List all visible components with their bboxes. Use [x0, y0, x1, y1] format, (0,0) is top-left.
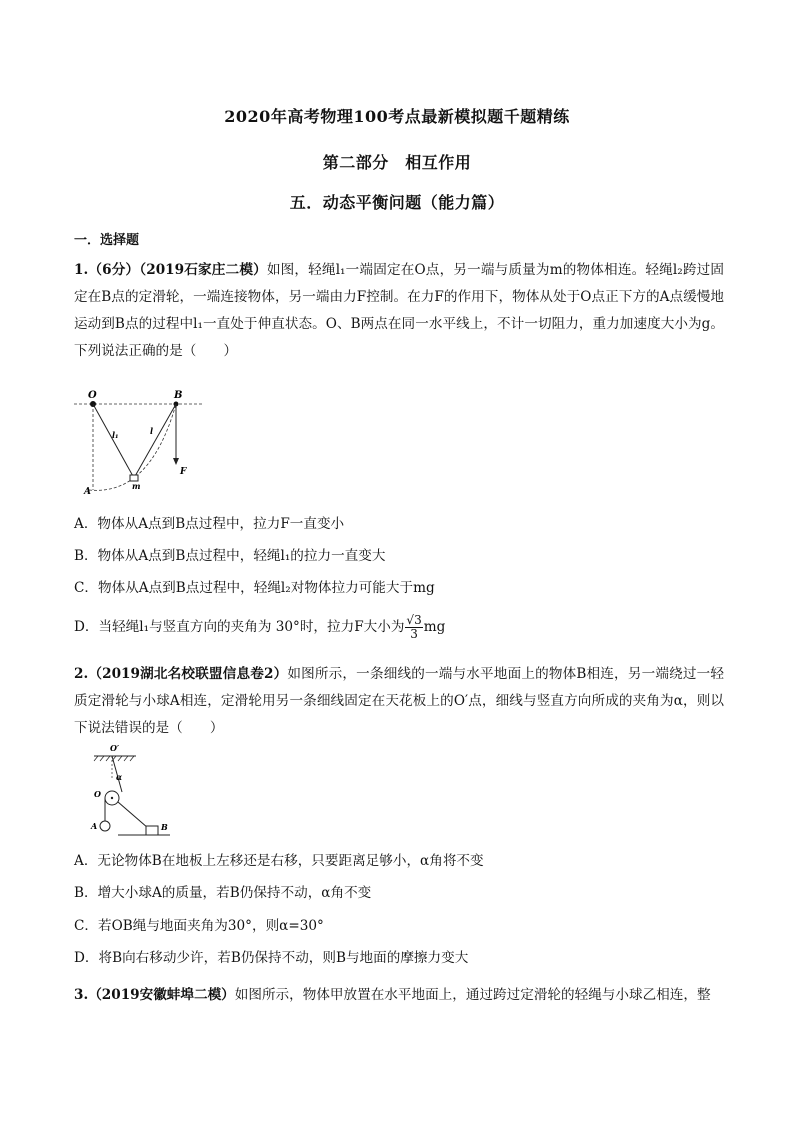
- label-b: B: [174, 390, 183, 401]
- ball-a: [100, 821, 110, 831]
- option-d-unit: mg: [423, 619, 446, 635]
- block-b: [146, 826, 158, 835]
- label-b: B: [161, 822, 168, 832]
- chapter-title: 五．动态平衡问题（能力篇）: [289, 193, 505, 212]
- label-f: F: [180, 467, 187, 477]
- section-heading: 一．选择题: [74, 233, 140, 248]
- question-1-option-d: [74, 614, 445, 641]
- rope-l2: [134, 404, 176, 478]
- document-title: 2020年高考物理100考点最新模拟题千题精练: [224, 107, 570, 126]
- label-o-prime: O′: [110, 743, 120, 753]
- question-1-option-a: A．物体从A点到B点过程中，拉力F一直变小: [74, 516, 345, 532]
- fraction-denominator: 3: [410, 627, 418, 641]
- question-2-option-d: D．将B向右移动少许，若B仍保持不动，则B与地面的摩擦力变大: [74, 950, 469, 966]
- string-to-block: [118, 802, 148, 828]
- label-a: A: [84, 487, 91, 497]
- label-alpha: α: [116, 772, 123, 782]
- label-o: O: [94, 789, 101, 799]
- question-2-option-c: C．若OB绳与地面夹角为30°，则α=30°: [74, 918, 324, 934]
- label-l2: l: [150, 426, 154, 436]
- option-d-text: D．当轻绳l₁与竖直方向的夹角为 30°时，拉力F大小为: [74, 619, 405, 635]
- question-3-stem: 如图所示，物体甲放置在水平地面上，通过跨过定滑轮的轻绳与小球乙相连，整: [234, 987, 711, 1003]
- question-2-option-a: A．无论物体B在地板上左移还是右移，只要距离足够小，α角将不变: [74, 853, 484, 869]
- label-o: O: [88, 390, 97, 401]
- question-1: [74, 257, 724, 365]
- question-2-figure: [90, 742, 190, 842]
- question-3: [74, 982, 724, 1009]
- question-1-stem: 如图，轻绳l₁一端固定在O点，另一端与质量为m的物体相连。轻绳l₂跨过固定在B点的定滑轮，一端连接物体，另一端由力F控制。在力F的作用下，物体从处于O点正下方的A点缓慢地运动到B点的过程中l₁一直处于伸直状态。O、B两点在同一水平线上，不计一切阻力，重力加速度大小为g。下列说法正确的是（ ）: [74, 262, 724, 359]
- fraction-sqrt3-over-3: [405, 614, 422, 641]
- question-2-stem: 如图所示，一条细线的一端与水平地面上的物体B相连，另一端绕过一轻质定滑轮与小球A相连，定滑轮用另一条细线固定在天花板上的O′点，细线与竖直方向所成的夹角为α，则以下说法错误的是（ ）: [74, 666, 724, 736]
- pulley-axle: [111, 797, 113, 799]
- fraction-numerator: √3: [406, 613, 422, 627]
- ceiling-hatching: [94, 756, 134, 761]
- question-1-source: 1.（6分）（2019石家庄二模）: [74, 262, 267, 278]
- question-2-source: 2.（2019湖北名校联盟信息卷2）: [74, 666, 288, 682]
- label-a: A: [91, 821, 98, 831]
- question-1-option-b: B．物体从A点到B点过程中，轻绳l₁的拉力一直变大: [74, 548, 386, 564]
- part-title: 第二部分 相互作用: [322, 153, 472, 172]
- label-m: m: [132, 481, 141, 491]
- label-l1: l₁: [112, 430, 119, 440]
- question-3-source: 3.（2019安徽蚌埠二模）: [74, 987, 235, 1003]
- question-1-option-c: C．物体从A点到B点过程中，轻绳l₂对物体拉力可能大于mg: [74, 580, 435, 596]
- rope-l1: [93, 404, 134, 478]
- question-2-option-b: B．增大小球A的质量，若B仍保持不动，α角不变: [74, 885, 372, 901]
- force-arrowhead: [173, 458, 179, 465]
- question-2: [74, 661, 724, 742]
- question-1-figure: [70, 386, 210, 498]
